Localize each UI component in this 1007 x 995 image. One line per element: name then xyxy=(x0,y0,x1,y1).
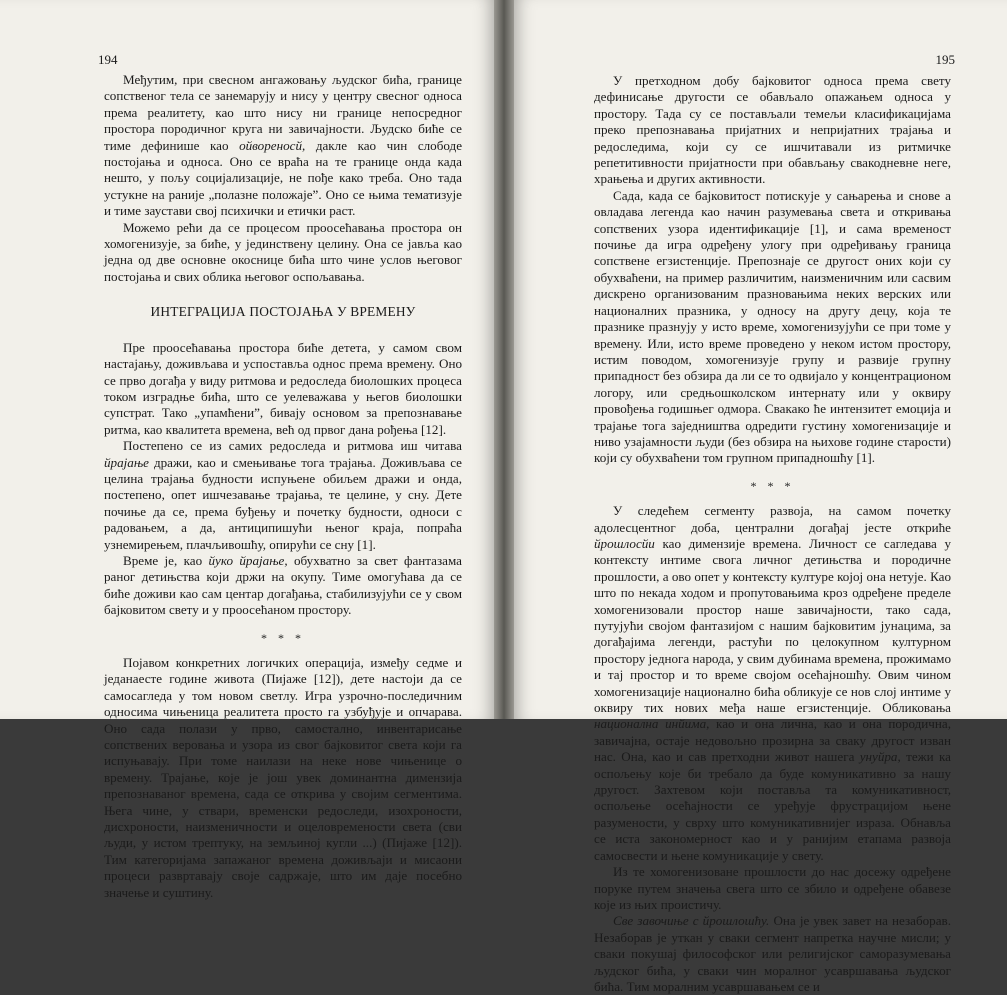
paragraph xyxy=(104,438,462,553)
italic-term: йрошлосйи xyxy=(594,535,655,551)
paragraph: Сада, када се бајковитост потискује у сањарења и снове а овладава легенда као начин разумевања света и откривања сопствених узора идентификације [1], и сама временост почиње да игра одређену улогу при одређивању граница сопствене егзистенције. Препознаје се другост оних који су обухваћени, на пример различитим, наизменичним или сасвим дискрено организованим празновањима неких верских или националних празника, у односу на другу децу, која те празнике празнују у исто време, хомогенизујући се при томе у времену. Или, исто време проведено у неком истом простору, истим поводом, хомогенизује групу и развије групну припадност без обзира да ли се то одвијало у концентрационом логору, или средњошколском интернату или у оквиру провођења годишњег одмора. Свакако ће интензитет емоција и трајање тога заједништва одредити густину хомогенизације и ниво узајамности људи (без обзира на њихове године старости) који су обухваћени том групном припадношћу [1]. xyxy=(594,187,951,466)
paragraph-text: Међутим, при свесном ангажовању људског бића, границе сопственог тела се занемарују и нису у центру свесног односа према реалитету, као што нису ни границе непосредног простора породичног круга ни завичајности. Људско биће се тиме дефинише као xyxy=(104,72,462,153)
page-number-left: 194 xyxy=(98,52,118,67)
paragraph-text: тежи ка оспољењу које би требало да буде комуникативно за нашу другост. Захтевом који поставља та комуникативност, оспољење осећајности се уређује фрустрацијом њене разумености, у сврху што комуникативнијег израза. Обнавља се иста закономерност као и у ранијим етапама развоја самосвести и њене комуникације у свету. xyxy=(594,749,951,863)
left-page xyxy=(0,0,494,900)
italic-term: унуйра, xyxy=(859,749,901,765)
paragraph: Појавом конкретних логичких операција, између седме и једанаесте године живота (Пијаже [12]), дете настоји да се самосагледа у том новом светлу. Игра узрочно-последичним односима чињеница реалитета просто га узбуђује и опчарава. Оно сада полази у прво, самостално, инвентарисање сопствених веровања и узора из свог бајковитог света који га испуњавају. При томе наилази на неке нове чињенице о времену. Трајање, које је још увек доминантна димензија препознаваног времена, сада се открива у својим сегментима. Њега чине, у ствари, временски редоследи, изохроности, дисхроности, наизменичности и оцеловремености света (сви људи, у истом трептуку, на земљиној кугли ...) (Пијаже [12]). Тим категоријама запажаног времена доживљаји и мисаони процеси развртавају своје садржаје, што им даје посебно значење и суштину. xyxy=(104,655,462,900)
italic-term: ойвореносй, xyxy=(239,137,306,153)
paragraph-text: обухватно за свет фантазама раног детињства који држи на окупу. Тиме омогућава да се биће доживи као сам центар догађања, стабилизујући се у свом бајковитом свету и у проосећаном простору. xyxy=(104,552,462,618)
italic-term: йрајање xyxy=(104,454,149,470)
paragraph: Можемо рећи да се процесом проосећавања простора он хомогенизује, за биће, у јединствену целину. Она се јавља као једна од две основне окоснице бића што чине услов његовог постојања и свих облика његовог оспољавања. xyxy=(104,219,462,284)
left-page-text xyxy=(104,72,462,901)
paragraph-text: У следећем сегменту развоја, на самом почетку адолесцентног доба, централни догађај јесте откриће xyxy=(594,503,951,535)
section-divider-stars: * * * xyxy=(261,630,305,645)
paragraph: У претходном добу бајковитог односа према свету дефинисање другости се обављало опажањем односа у простору. Тада су се постављали темељи класификацијама преко препознавања пријатних и непријатних трајања и редоследима, који су се ишчитавали из ритмичке репетитивности пријатности при обављању свакодневне неге, храњења и других активности. xyxy=(594,73,951,187)
italic-term: йуко йрајање, xyxy=(208,552,288,568)
italic-term: национална инйима, xyxy=(594,716,710,732)
paragraph-text: Она је увек завет на незаборав. Незаборав је уткан у сваки сегмент напретка научне мисли; у сваки покушај философског или религијског саморазумевања људског бића, у сваки чин моралног усавршавања људског бића. Тим моралним усавршавањем се и xyxy=(594,913,951,994)
section-divider-stars: * * * xyxy=(750,478,795,493)
paragraph: Пре проосећавања простора биће детета, у самом свом настајању, доживљава и успоставља однос према времену. Оно се прво догађа у виду ритмова и редоследа биолошких процеса током изградње бића, што се уелеважава у његов биолошки супстрат. Тако „упамћени”, бивају основом за препознавање ритма, као квалитета времена, већ од првог дана рођења [12]. xyxy=(104,339,462,437)
paragraph-text: дражи, као и смењивање тога трајања. Доживљава се целина трајања будности испуњене обиљем дражи и онда, постепено, опет ишчезавање трајања, те целине, у сну. Дете почиње да се, према буђењу и почетку будности, односи с радовањем, а да, антиципишући њеног краја, попраћа узнемирењем, плачљивошћу, опирући се сну [1]. xyxy=(104,454,462,552)
page-number-right: 195 xyxy=(935,52,955,67)
paragraph xyxy=(594,913,951,995)
paragraph-text: као и она лична, као и она породична, завичајна, остаје недовољно прозирна за сваку другост изван нас. Она, као и сав претходни живот нашега xyxy=(594,716,951,765)
section-heading: ИНТЕГРАЦИЈА ПОСТОЈАЊА У ВРЕМЕНУ xyxy=(150,304,416,320)
paragraph xyxy=(104,553,462,619)
book-gutter xyxy=(494,0,514,719)
paragraph-text: Постепено се из самих редоследа и ритмова иш читава xyxy=(123,438,462,454)
paragraph-text: као димензије времена. Личност се сагледава у контексту интиме свога личног детињства и породичне прошлости, а ово опет у контексту културе којој она нетује. Као што по некада ходом и пропутовањима кроз одређене пределе хомогенизовали простор наше завичајности, тако сада, путујући својом фантазијом с нашим бајковитим јунацима, за догађајима легенди, растући по целокупном културном простору једнога народа, у свим дубинама времена, прожимамо и тај простор и то време својом осећајношћу. Овим чином хомогенизације национално бића обликује се нов слој интиме у оквиру тих нових међа наше егзистенције. Обликовања xyxy=(594,535,951,716)
italic-term: Све завочиње с йрошлошћу. xyxy=(613,913,770,929)
paragraph xyxy=(594,503,951,864)
right-page-text xyxy=(594,73,951,995)
paragraph: Из те хомогенизоване прошлости до нас досежу одређене поруке путем значења свега што се збило и одређене обавезе које из њих проистичу. xyxy=(594,864,951,912)
paragraph xyxy=(104,72,462,220)
right-page xyxy=(514,0,1007,994)
paragraph-text: Време је, као xyxy=(123,552,209,568)
paragraph-text: дакле као чин слободе постојања и односа. Оно се враћа на те границе онда када нешто, у пољу социјализације, не пође како треба. Оно тада устукне на раније „полазне положаје”. Оно се њима тематизује и тиме заустави свој психички и етички раст. xyxy=(104,137,463,219)
